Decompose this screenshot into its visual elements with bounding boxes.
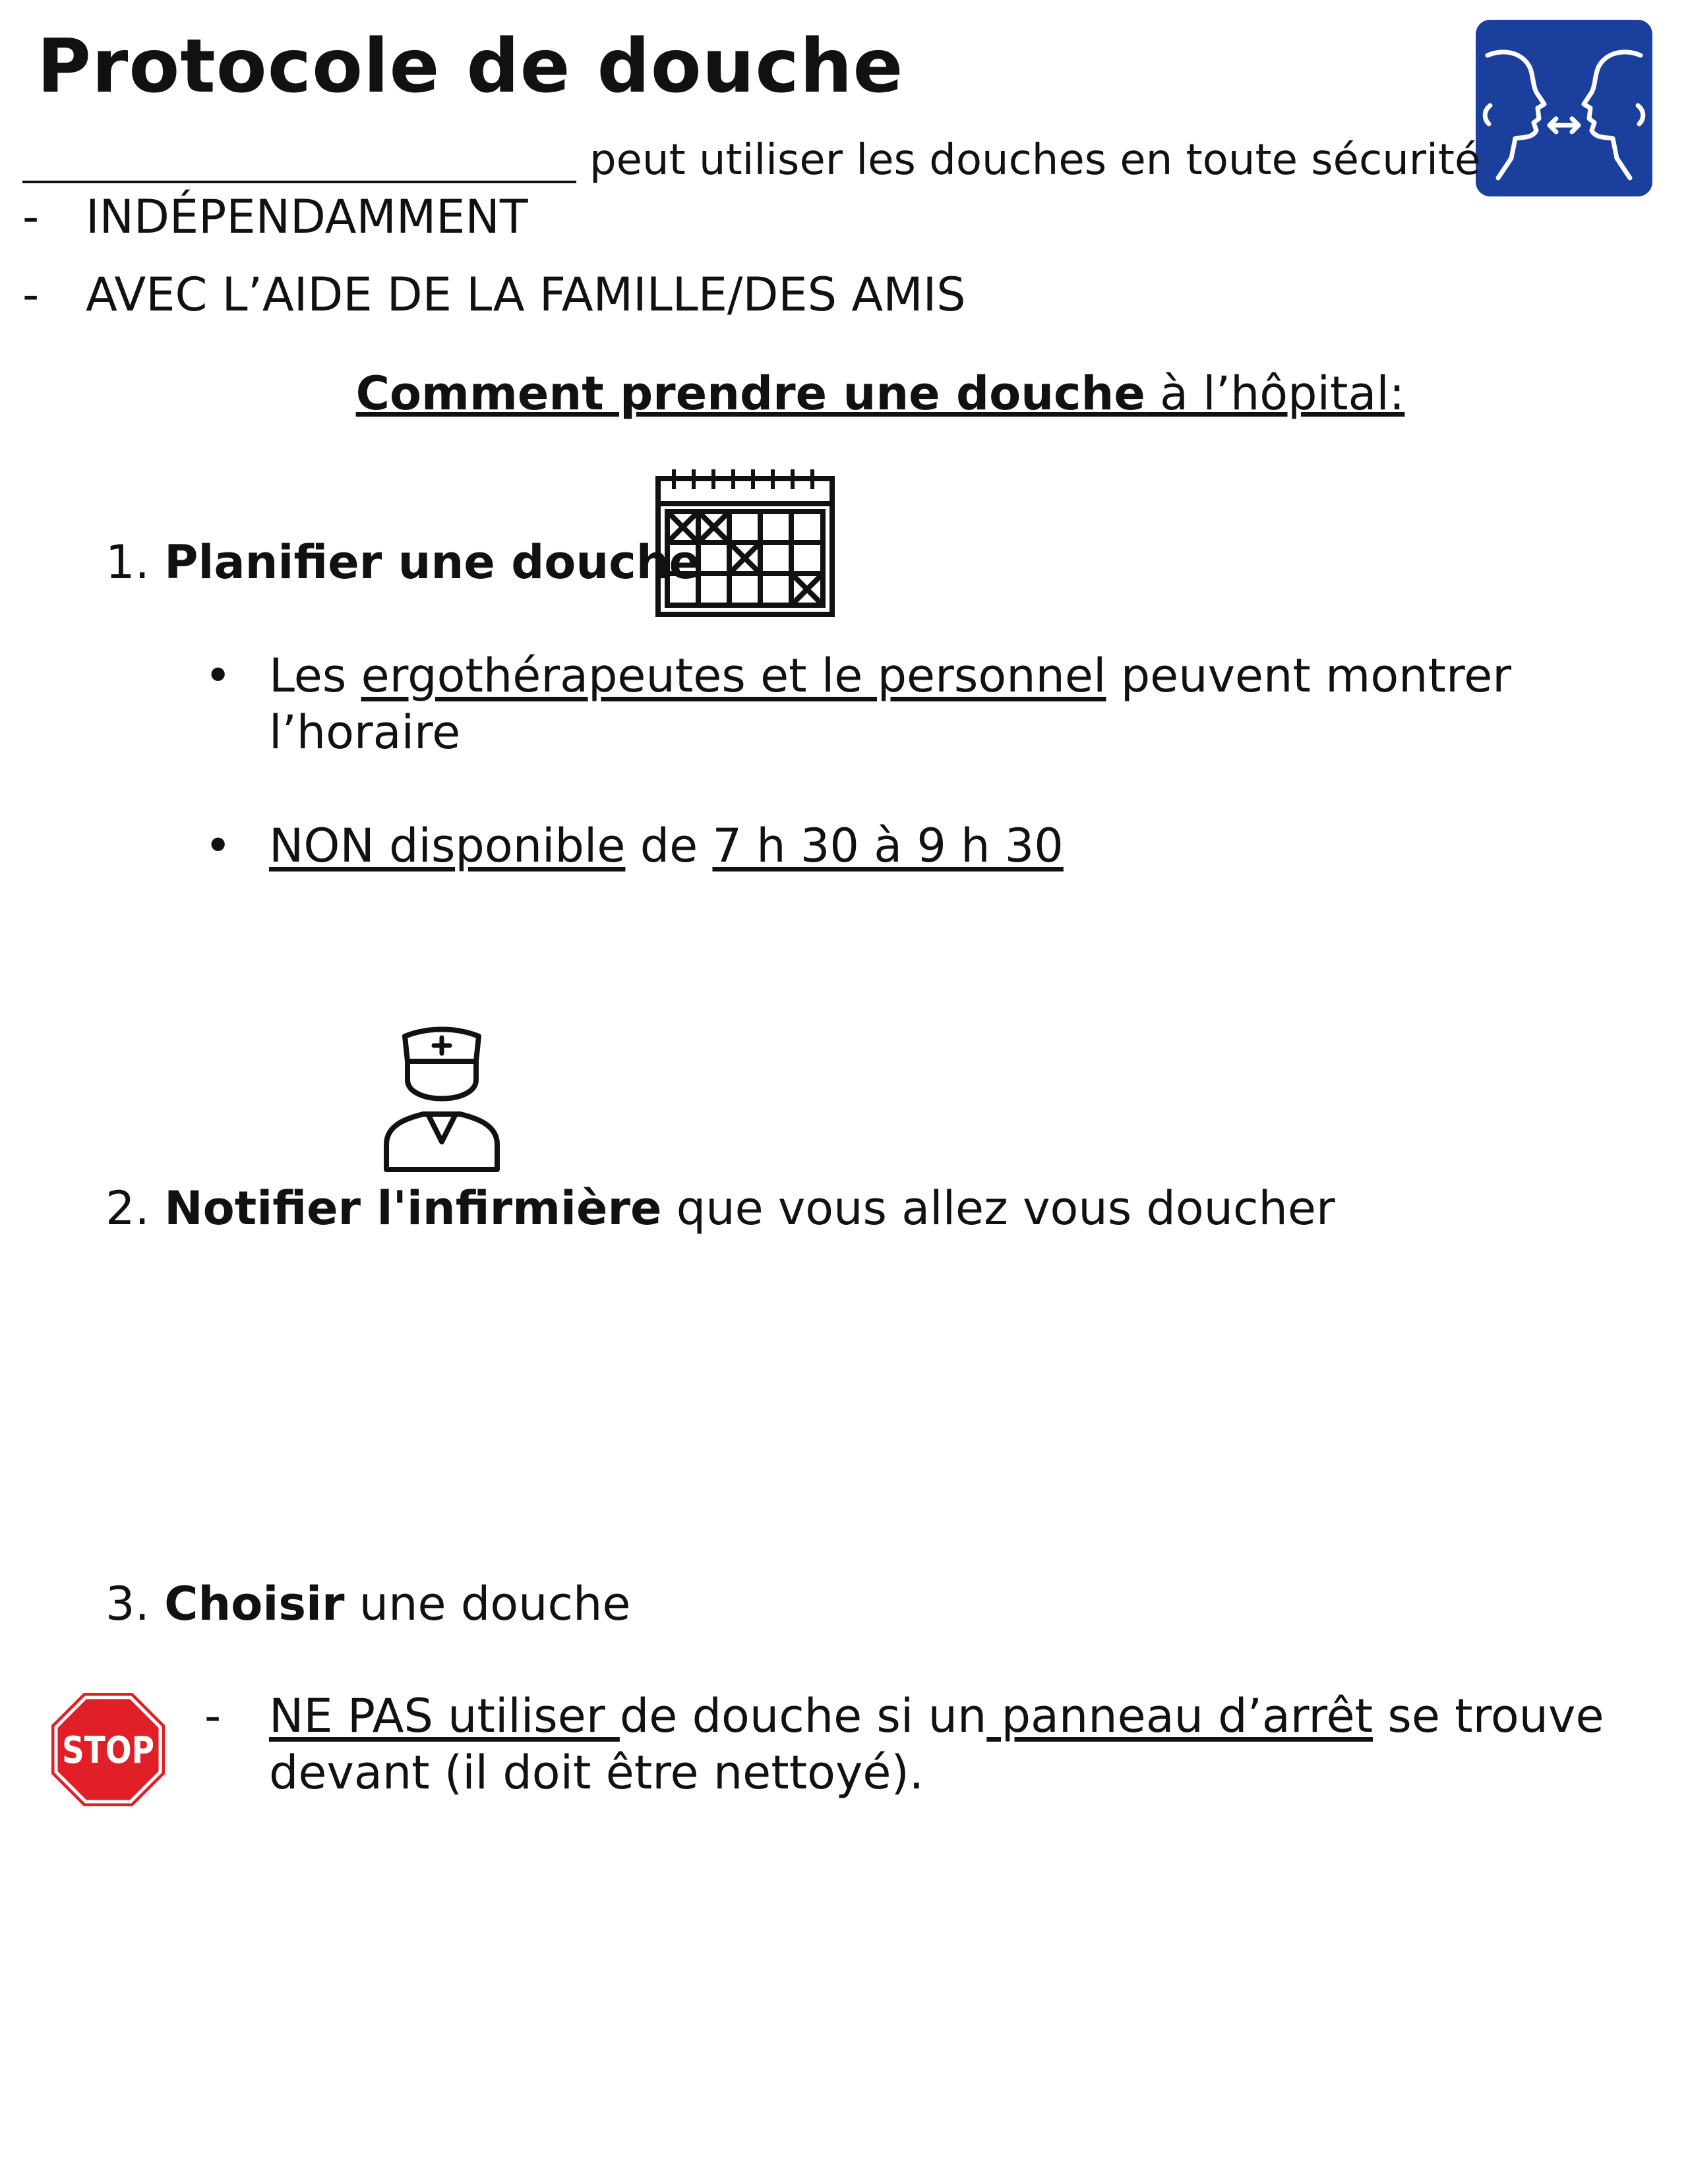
- bullet-text-part: peuvent montrer l’horaire: [269, 649, 1512, 759]
- option-with-help: [22, 265, 966, 324]
- option-dash: -: [22, 190, 40, 244]
- step-text: que vous allez vous doucher: [661, 1181, 1335, 1235]
- page-title: Protocole de douche: [37, 24, 904, 109]
- step-number: 3.: [106, 1577, 150, 1631]
- subtitle-bold: Comment prendre une douche: [355, 367, 1145, 421]
- note-text: [269, 1688, 1654, 1801]
- option-independent: [22, 187, 528, 247]
- bullet-text-underlined: NON disponible: [269, 819, 626, 873]
- step-title: Planifier une douche: [164, 535, 701, 589]
- note-text-part: se trouve devant (il doit être nettoyé).: [269, 1689, 1604, 1800]
- section-subtitle: [0, 364, 1688, 423]
- step-number: 1.: [106, 535, 150, 589]
- face-to-face-communication-icon: [1476, 20, 1652, 196]
- bullet-dot: •: [204, 819, 232, 873]
- bullet-dot: •: [204, 649, 232, 703]
- stop-sign-text: STOP: [62, 1729, 154, 1772]
- nurse-icon: [381, 1026, 502, 1172]
- bullet-text-part: de: [625, 819, 713, 873]
- name-blank-line: [22, 181, 576, 183]
- bullet-text: [269, 817, 1575, 874]
- step-text: une douche: [344, 1577, 631, 1631]
- step-1-heading: [106, 533, 700, 592]
- option-dash: -: [22, 268, 40, 322]
- bullet-text-part: Les: [269, 649, 361, 703]
- bullet-text-underlined: ergothérapeutes et le personnel: [361, 649, 1106, 703]
- bullet-text-underlined: 7 h 30 à 9 h 30: [712, 819, 1064, 873]
- bullet-text: [269, 647, 1575, 761]
- step-title: Notifier l'infirmière: [164, 1181, 662, 1235]
- note-dash: -: [204, 1689, 222, 1743]
- step-number: 2.: [106, 1181, 150, 1235]
- step-title: Choisir: [164, 1577, 345, 1631]
- calendar-icon: [654, 469, 836, 618]
- note-text-part: de douche si un: [619, 1689, 987, 1743]
- stop-sign-icon: [49, 1690, 167, 1809]
- subtitle-rest: à l’hôpital:: [1145, 367, 1405, 421]
- note-text-underlined: NE PAS utiliser: [269, 1689, 620, 1743]
- intro-text: peut utiliser les douches en toute sécurité: [589, 136, 1481, 185]
- step-2-heading: [106, 1179, 1335, 1238]
- step-3-heading: [106, 1574, 630, 1634]
- note-text-underlined: panneau d’arrêt: [986, 1689, 1373, 1743]
- option-label: INDÉPENDAMMENT: [86, 190, 528, 244]
- option-label: AVEC L’AIDE DE LA FAMILLE/DES AMIS: [86, 268, 966, 322]
